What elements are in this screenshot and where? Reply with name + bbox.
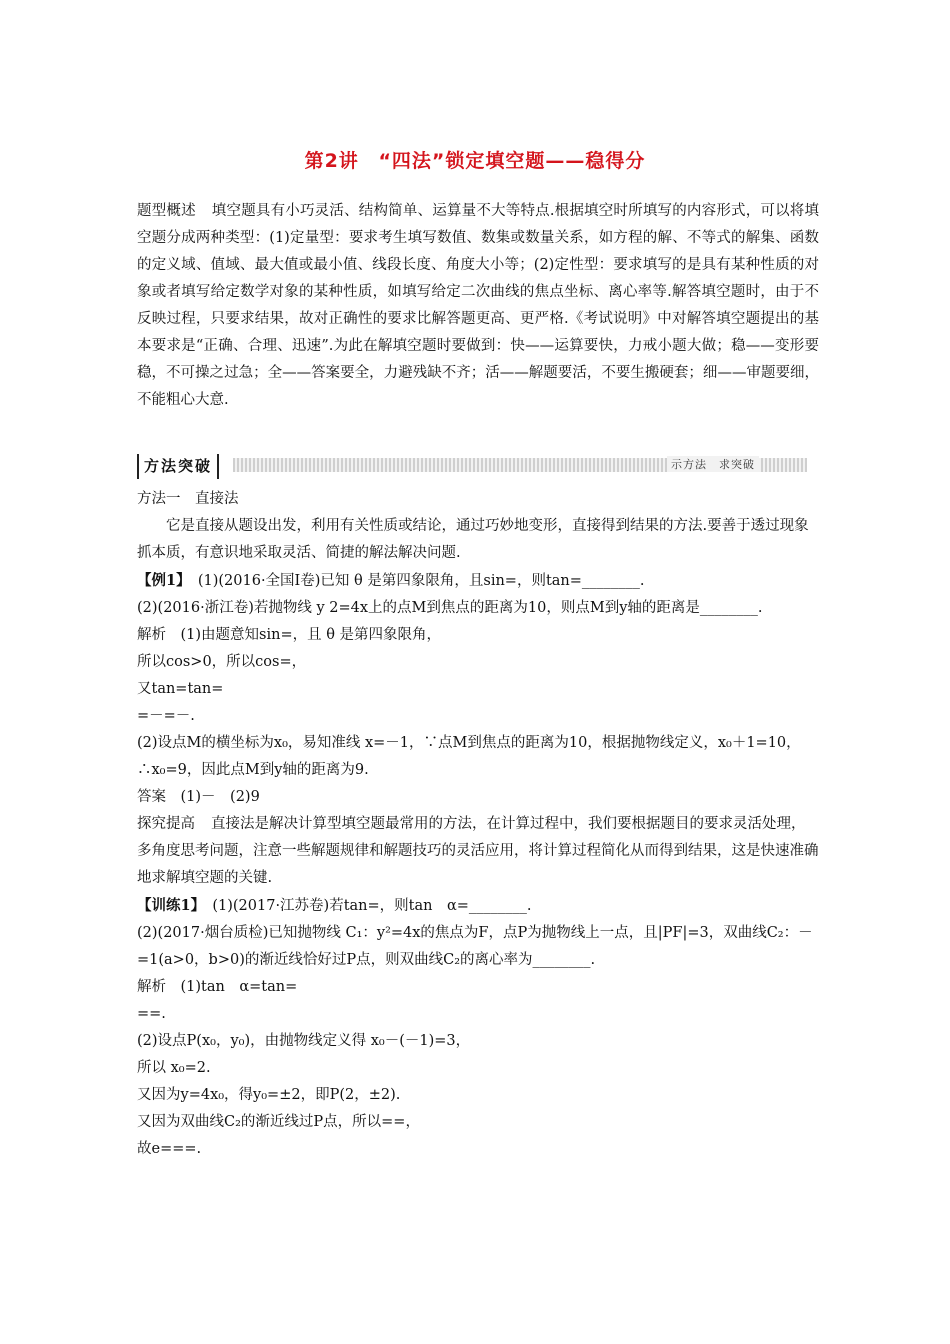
example-label: 【例1】 [137, 572, 184, 589]
solution2-line: 故e===. [137, 1141, 202, 1157]
solution2-line: 所以 x₀=2. [137, 1060, 211, 1076]
solution2-line: 又因为y=4x₀，得y₀=±2，即P(2，±2). [137, 1087, 401, 1103]
main-content [137, 486, 819, 1163]
solution-line: 又tan=tan= [137, 681, 224, 697]
exercise-text-1: (1)(2017·江苏卷)若tan=，则tan α=________. [212, 898, 532, 914]
exercise-line-1 [137, 892, 819, 920]
solution-line: (2)设点M的横坐标为x₀，易知准线 x=－1，∵点M到焦点的距离为10，根据抛物线定义，x₀＋1=10，∴x₀=9，因此点M到y轴的距离为9. [137, 735, 801, 778]
insight-paragraph [137, 811, 819, 892]
insight-label: 探究提高 [137, 816, 195, 832]
section-header [137, 454, 807, 479]
method-heading: 方法一 直接法 [137, 491, 239, 507]
solution-line: 解析 (1)由题意知sin=，且 θ 是第四象限角， [137, 627, 442, 643]
answer-line: 答案 (1)－ (2)9 [137, 789, 260, 805]
solution2-line: ==. [137, 1006, 166, 1022]
lecture-number: 第2讲 [304, 150, 359, 172]
intro-paragraph [137, 198, 819, 414]
solution-line: =－=－. [137, 708, 195, 724]
example-line-1 [137, 567, 819, 595]
intro-label: 题型概述 [137, 203, 196, 219]
exercise-label: 【训练1】 [137, 897, 198, 914]
example-text-1: (1)(2016·全国Ⅰ卷)已知 θ 是第四象限角，且sin=，则tan=________. [197, 573, 645, 589]
solution-line: 所以cos>0，所以cos=， [137, 654, 307, 670]
section-subtitle: 示方法 求突破 [667, 456, 759, 472]
lecture-name: “四法”锁定填空题——稳得分 [378, 150, 646, 172]
section-title: 方法突破 [137, 454, 219, 479]
intro-text: 填空题具有小巧灵活、结构简单、运算量不大等特点.根据填空时所填写的内容形式，可以将填空题分成两种类型：(1)定量型：要求考生填写数值、数集或数量关系，如方程的解、不等式的解集、函数的定义域、值域、最大值或最小值、线段长度、角度大小等；(2)定性型：要求填写的是具有某种性质的对象或者填写给定数学对象的某种性质，如填写给定二次曲线的焦点坐标、离心率等.解答填空题时，由于不反映过程，只要求结果，故对正确性的要求比解答题更高、更严格.《考试说明》中对解答填空题提出的基本要求是“正确、合理、迅速”.为此在解填空题时要做到：快——运算要快，力戒小题大做；稳——变形要稳，不可操之过急；全——答案要全，力避残缺不齐；活——解题要活，不要生搬硬套；细——审题要细，不能粗心大意. [137, 203, 820, 408]
insight-text: 直接法是解决计算型填空题最常用的方法，在计算过程中，我们要根据题目的要求灵活处理，多角度思考问题，注意一些解题规律和解题技巧的灵活应用，将计算过程简化从而得到结果，这是快速准确地求解填空题的关键. [137, 816, 819, 886]
example-line-2: (2)(2016·浙江卷)若抛物线 y 2=4x上的点M到焦点的距离为10，则点M到y轴的距离是________. [137, 600, 763, 616]
method-description: 它是直接从题设出发，利用有关性质或结论，通过巧妙地变形，直接得到结果的方法.要善于透过现象抓本质，有意识地采取灵活、简捷的解法解决问题. [137, 518, 809, 561]
exercise-line-2: (2)(2017·烟台质检)已知抛物线 C₁：y²=4x的焦点为F，点P为抛物线上一点，且|PF|=3，双曲线C₂：－=1(a>0，b>0)的渐近线恰好过P点，则双曲线C₂的离心率为________. [137, 925, 813, 968]
solution2-line: 解析 (1)tan α=tan= [137, 979, 298, 995]
page-title [0, 146, 950, 173]
solution2-line: (2)设点P(x₀，y₀)，由抛物线定义得 x₀－(－1)=3， [137, 1033, 471, 1049]
solution2-line: 又因为双曲线C₂的渐近线过P点，所以==， [137, 1114, 420, 1130]
